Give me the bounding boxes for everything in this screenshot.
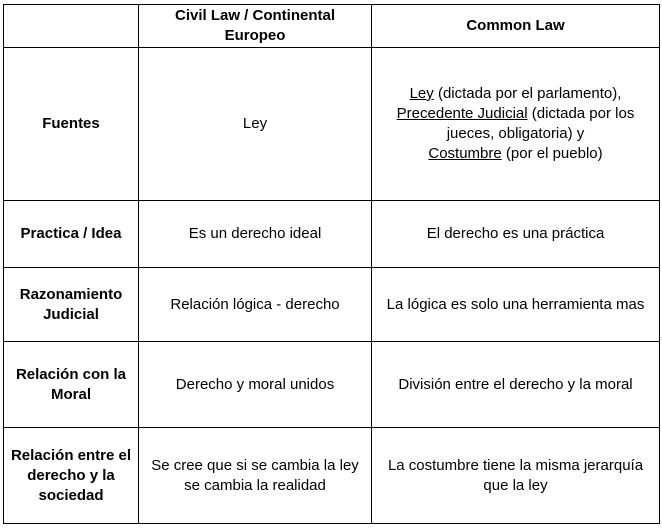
civil-cell-sociedad: Se cree que si se cambia la ley se cambia la realidad [139, 428, 372, 524]
source-precedente-note: (dictada por los jueces, obligatoria) y [446, 105, 635, 142]
table-row [4, 428, 660, 524]
common-cell-moral: División entre el derecho y la moral [372, 342, 660, 428]
source-precedente: Precedente Judicial [396, 105, 528, 122]
table-row [4, 201, 660, 268]
row-label-fuentes: Fuentes [4, 48, 139, 201]
common-cell-fuentes [372, 48, 660, 201]
header-row [4, 5, 660, 48]
source-costumbre: Costumbre [428, 145, 502, 162]
common-cell-razonamiento: La lógica es solo una herramienta mas [372, 268, 660, 342]
row-label-razonamiento: Razonamiento Judicial [4, 268, 139, 342]
source-ley-note: (dictada por el parlamento), [433, 85, 622, 102]
common-cell-practica: El derecho es una práctica [372, 201, 660, 268]
table-row [4, 48, 660, 201]
table-row [4, 268, 660, 342]
civil-cell-practica: Es un derecho ideal [139, 201, 372, 268]
civil-cell-razonamiento: Relación lógica - derecho [139, 268, 372, 342]
header-civil-law: Civil Law / Continental Europeo [139, 5, 372, 48]
civil-cell-fuentes: Ley [139, 48, 372, 201]
row-label-sociedad: Relación entre el derecho y la sociedad [4, 428, 139, 524]
common-cell-sociedad: La costumbre tiene la misma jerarquía que la ley [372, 428, 660, 524]
row-label-moral: Relación con la Moral [4, 342, 139, 428]
source-ley: Ley [409, 85, 434, 102]
row-label-practica: Practica / Idea [4, 201, 139, 268]
civil-cell-moral: Derecho y moral unidos [139, 342, 372, 428]
comparison-table [3, 4, 660, 524]
header-corner-cell [4, 5, 139, 48]
table-row [4, 342, 660, 428]
header-common-law: Common Law [372, 5, 660, 48]
source-costumbre-note: (por el pueblo) [501, 145, 603, 162]
